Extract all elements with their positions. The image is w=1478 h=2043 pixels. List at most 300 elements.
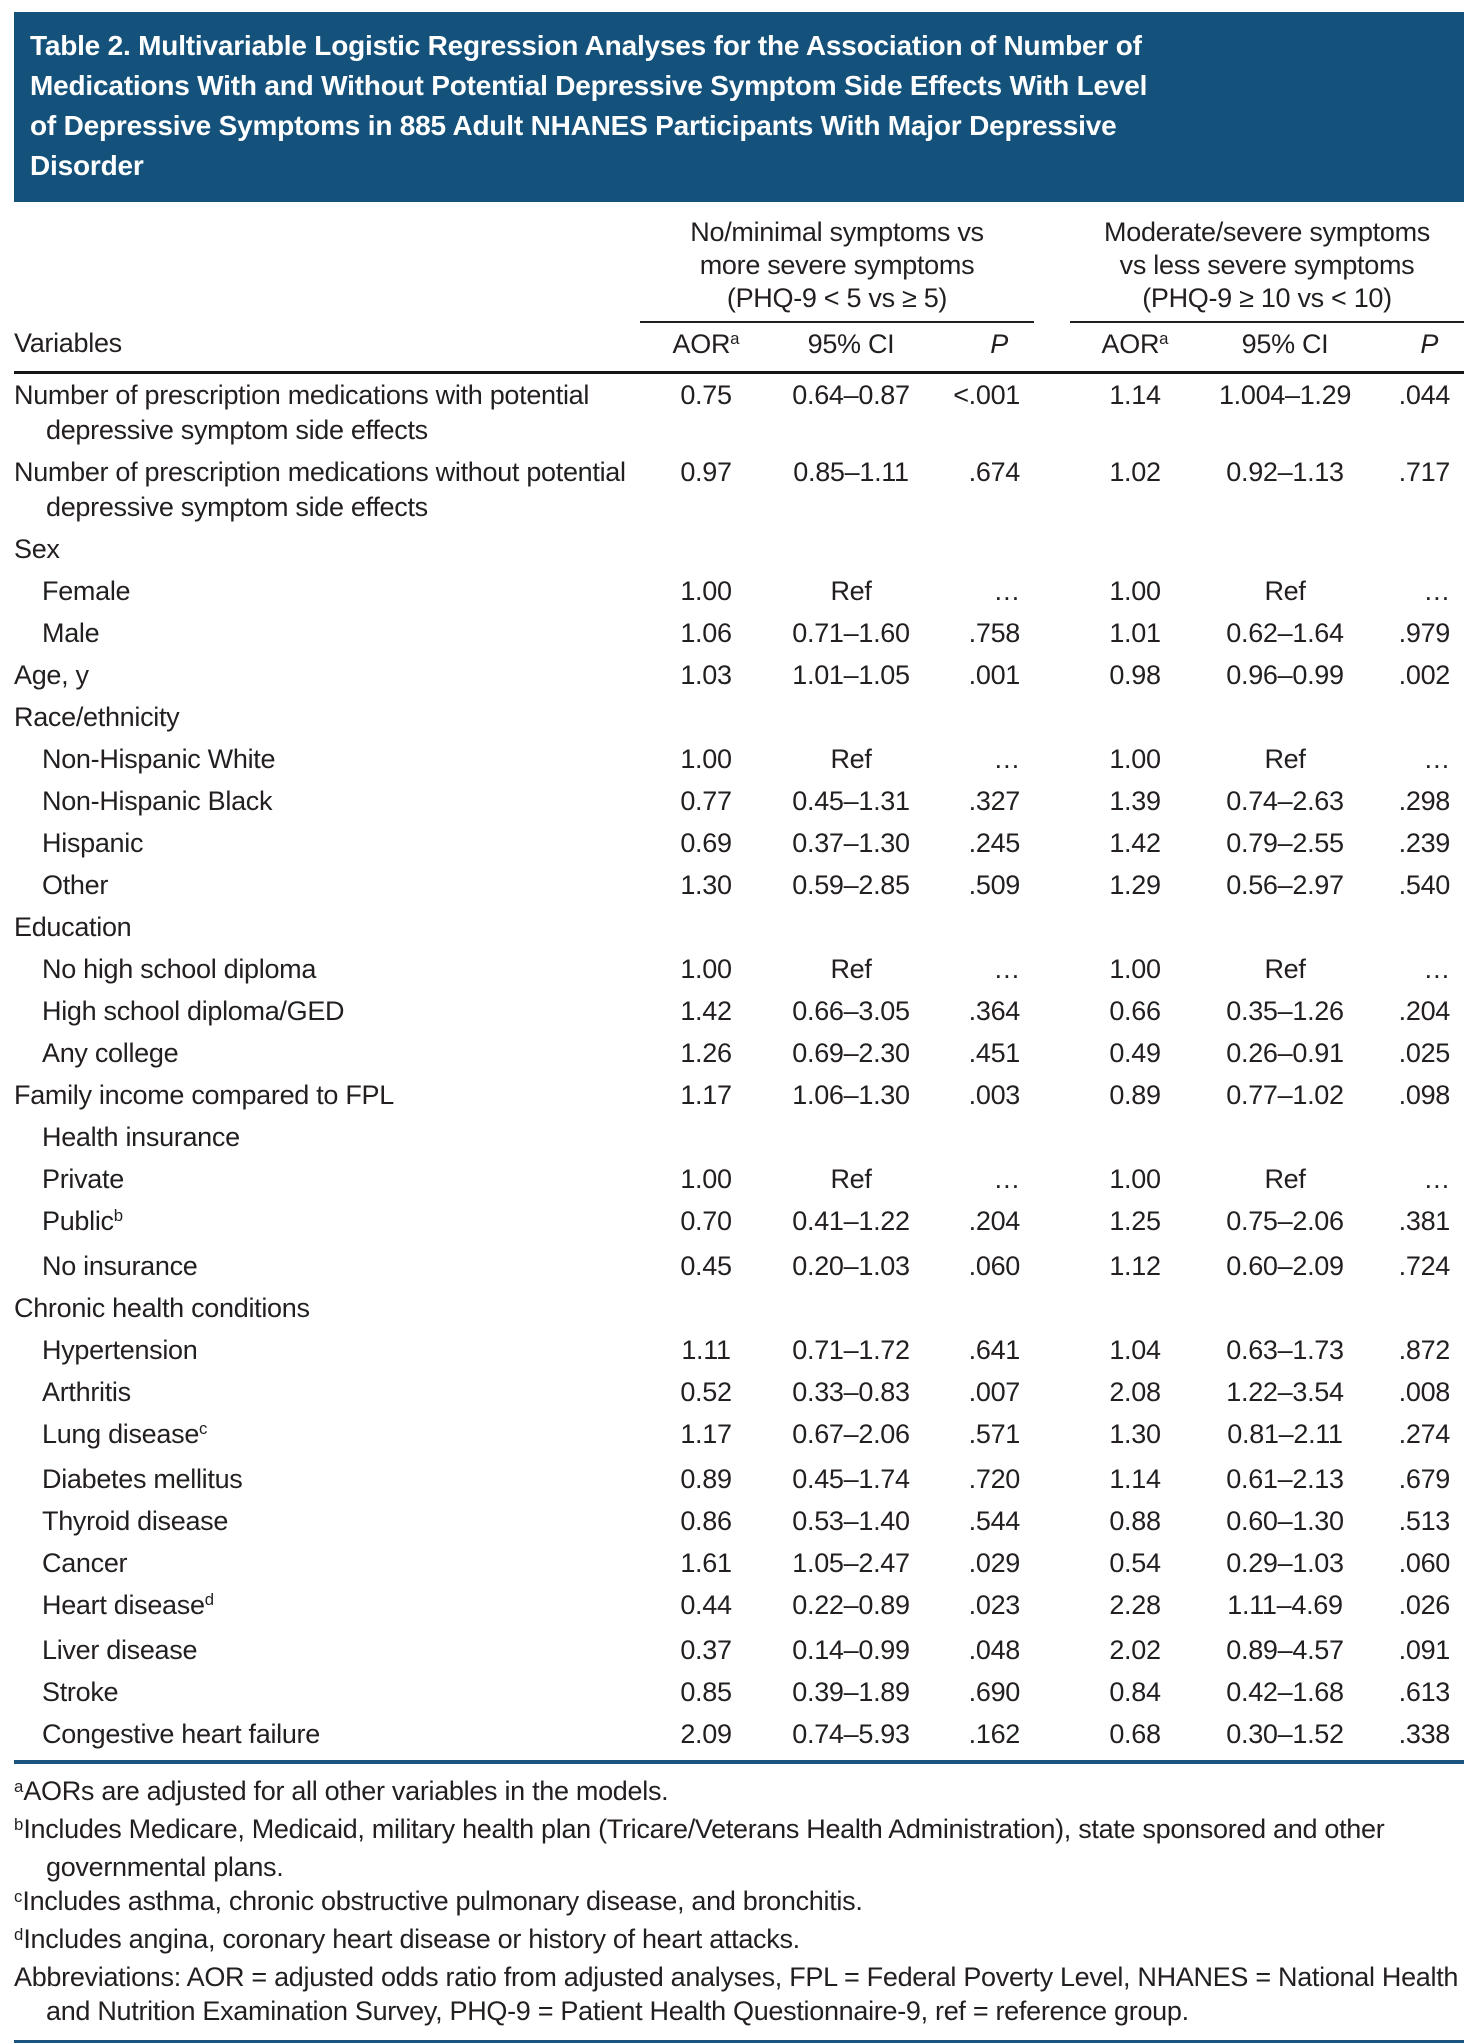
row-label: Non-Hispanic White: [42, 744, 276, 774]
p-value: .026: [1398, 1590, 1451, 1620]
group-gap: [1034, 216, 1070, 322]
aor-value: [1070, 528, 1200, 570]
table-row: [14, 1200, 1464, 1245]
column-gap: [1034, 451, 1070, 528]
row-label: Hispanic: [42, 828, 144, 858]
row-label: Public$^b$: [42, 1205, 124, 1236]
aor-value: 1.04: [1109, 1335, 1161, 1365]
p-value: .674: [968, 457, 1021, 487]
ci-value: [772, 1287, 930, 1329]
table-title-bar: [14, 12, 1464, 202]
p-value: [1370, 1116, 1464, 1158]
ci-value: 0.22–0.89: [792, 1590, 910, 1620]
ci-value: Ref: [830, 1164, 872, 1194]
table-row: [14, 990, 1464, 1032]
row-label: Other: [42, 870, 109, 900]
aor-value: [1070, 906, 1200, 948]
p-value: …: [1423, 744, 1451, 774]
column-gap: [1034, 612, 1070, 654]
p-value: <.001: [953, 380, 1021, 410]
table-row: [14, 1371, 1464, 1413]
ci-value: 0.59–2.85: [792, 870, 910, 900]
aor-value: 0.97: [680, 457, 732, 487]
aor-value: 1.00: [680, 576, 732, 606]
ci-value: 0.26–0.91: [1226, 1038, 1344, 1068]
table-row: [14, 822, 1464, 864]
p-value: [930, 906, 1034, 948]
table-row: [14, 1458, 1464, 1500]
p-value: [930, 696, 1034, 738]
row-label: Education: [14, 912, 132, 942]
ci-value: 0.66–3.05: [792, 996, 910, 1026]
p-value: .001: [968, 660, 1021, 690]
p-value: .571: [968, 1419, 1021, 1449]
aor-value: 0.70: [680, 1206, 732, 1236]
group1-header-line: more severe symptoms: [699, 250, 975, 280]
p-value: .048: [968, 1635, 1021, 1665]
column-gap: [1034, 696, 1070, 738]
ci-header-1: 95% CI: [772, 322, 930, 373]
column-gap: [1034, 1713, 1070, 1762]
p-value: .381: [1398, 1206, 1451, 1236]
ci-value: Ref: [830, 576, 872, 606]
table-title-line: Disorder: [30, 150, 144, 181]
ci-value: 0.63–1.73: [1226, 1335, 1344, 1365]
table-row: [14, 948, 1464, 990]
footnotes: [14, 1774, 1464, 2043]
column-gap: [1034, 990, 1070, 1032]
row-label: Stroke: [42, 1677, 119, 1707]
p-value: .091: [1398, 1635, 1451, 1665]
ci-value: 0.45–1.31: [792, 786, 910, 816]
aor-value: [1070, 1116, 1200, 1158]
column-gap: [1034, 1371, 1070, 1413]
ci-value: 0.85–1.11: [793, 457, 909, 487]
aor-value: 1.03: [680, 660, 732, 690]
ci-value: 1.01–1.05: [792, 660, 910, 690]
aor-value: 1.30: [1109, 1419, 1161, 1449]
column-gap: [1034, 1245, 1070, 1287]
column-gap: [1034, 906, 1070, 948]
ci-value: [1200, 1287, 1370, 1329]
aor-value: 0.45: [680, 1251, 732, 1281]
p-value: .162: [930, 1713, 1034, 1762]
table-row: [14, 570, 1464, 612]
column-gap: [1034, 1032, 1070, 1074]
ci-value: 0.56–2.97: [1226, 870, 1344, 900]
row-label: Cancer: [42, 1548, 128, 1578]
ci-value: 0.64–0.87: [792, 380, 910, 410]
ci-value: Ref: [1264, 954, 1306, 984]
ci-value: 0.60–1.30: [1226, 1506, 1344, 1536]
ci-value: [1200, 528, 1370, 570]
ci-value: 0.14–0.99: [792, 1635, 910, 1665]
p-value: .025: [1398, 1038, 1451, 1068]
column-gap: [1034, 1074, 1070, 1116]
row-label: Diabetes mellitus: [42, 1464, 243, 1494]
table-row: [14, 864, 1464, 906]
table-row: [14, 373, 1464, 452]
aor-value: [640, 528, 772, 570]
p-value: .044: [1398, 380, 1451, 410]
p-value: .509: [968, 870, 1021, 900]
aor-value: 1.42: [680, 996, 732, 1026]
p-value: .513: [1398, 1506, 1451, 1536]
p-value: .003: [968, 1080, 1021, 1110]
ci-value: 0.74–5.93: [772, 1713, 930, 1762]
column-gap: [1034, 570, 1070, 612]
ci-value: 0.75–2.06: [1226, 1206, 1344, 1236]
ci-value: 0.67–2.06: [792, 1419, 910, 1449]
column-gap: [1034, 738, 1070, 780]
table-row: [14, 696, 1464, 738]
ci-value: [772, 906, 930, 948]
p-value: .979: [1398, 618, 1451, 648]
aor-value: 1.14: [1109, 380, 1161, 410]
group-header-row: [14, 216, 1464, 322]
p-value: …: [1423, 576, 1451, 606]
aor-value: 2.28: [1109, 1590, 1161, 1620]
table-row: [14, 1713, 1464, 1762]
column-gap: [1034, 1629, 1070, 1671]
ci-value: [772, 528, 930, 570]
group1-header-line: (PHQ-9 < 5 vs ≥ 5): [726, 283, 948, 313]
table-title-line: of Depressive Symptoms in 885 Adult NHANES Participants With Major Depressive: [30, 110, 1117, 141]
p-value: .338: [1370, 1713, 1464, 1762]
p-value: .245: [968, 828, 1021, 858]
table-title-line: Medications With and Without Potential Depressive Symptom Side Effects With Level: [30, 70, 1148, 101]
aor-value: 0.52: [680, 1377, 732, 1407]
row-label: Family income compared to FPL: [14, 1080, 394, 1110]
ci-value: 0.69–2.30: [792, 1038, 910, 1068]
p-value: .641: [968, 1335, 1021, 1365]
ci-value: Ref: [1264, 576, 1306, 606]
aor-value: 0.68: [1070, 1713, 1200, 1762]
ci-value: 0.96–0.99: [1226, 660, 1344, 690]
group1-header-line: No/minimal symptoms vs: [690, 217, 984, 247]
column-gap: [1034, 1584, 1070, 1629]
table-title-line: Table 2. Multivariable Logistic Regression Analyses for the Association of Number of: [30, 30, 1142, 61]
table-row: [14, 1116, 1464, 1158]
row-label: Number of prescription medications with potential depressive symptom side effects: [14, 380, 590, 445]
p-value: [930, 528, 1034, 570]
ci-value: 1.06–1.30: [792, 1080, 910, 1110]
aor-value: 0.84: [1109, 1677, 1161, 1707]
ci-value: 0.89–4.57: [1226, 1635, 1344, 1665]
p-value: .758: [968, 618, 1021, 648]
ci-value: 0.53–1.40: [792, 1506, 910, 1536]
aor-value: 1.01: [1109, 618, 1161, 648]
aor-value: [1070, 696, 1200, 738]
p-value: .690: [968, 1677, 1021, 1707]
ci-value: [772, 1116, 930, 1158]
ci-value: 0.62–1.64: [1226, 618, 1344, 648]
table-row: [14, 1074, 1464, 1116]
p-value: .098: [1398, 1080, 1451, 1110]
ci-value: [1200, 1116, 1370, 1158]
p-value: .023: [968, 1590, 1021, 1620]
ci-value: [1200, 906, 1370, 948]
ci-value: Ref: [1264, 744, 1306, 774]
table-row: [14, 906, 1464, 948]
aor-value: 1.06: [680, 618, 732, 648]
aor-value: 1.02: [1109, 457, 1161, 487]
aor-value: 1.42: [1109, 828, 1161, 858]
table-body: [14, 373, 1464, 1763]
row-label: Race/ethnicity: [14, 702, 180, 732]
p-value: .720: [968, 1464, 1021, 1494]
row-label: High school diploma/GED: [42, 996, 345, 1026]
aor-value: 0.54: [1109, 1548, 1161, 1578]
table-row: [14, 738, 1464, 780]
aor-header-2: AOR$^a$: [1070, 322, 1200, 373]
aor-value: 1.14: [1109, 1464, 1161, 1494]
p-value: [1370, 696, 1464, 738]
aor-value: 0.89: [1109, 1080, 1161, 1110]
group-header-spacer: [14, 216, 640, 322]
p-value: .002: [1398, 660, 1451, 690]
ci-value: 0.29–1.03: [1226, 1548, 1344, 1578]
row-label: Congestive heart failure: [14, 1713, 640, 1762]
p-value: …: [1423, 954, 1451, 984]
aor-value: 1.00: [1109, 576, 1161, 606]
aor-value: 2.08: [1109, 1377, 1161, 1407]
table-row: [14, 1287, 1464, 1329]
row-label: Hypertension: [42, 1335, 198, 1365]
ci-value: [772, 696, 930, 738]
column-gap: [1034, 822, 1070, 864]
table-row: [14, 528, 1464, 570]
aor-value: 1.25: [1109, 1206, 1161, 1236]
column-gap: [1034, 1458, 1070, 1500]
column-header-row: [14, 322, 1464, 373]
p-value: .239: [1398, 828, 1451, 858]
column-gap: [1034, 1116, 1070, 1158]
p-value: [930, 1287, 1034, 1329]
ci-value: 0.41–1.22: [792, 1206, 910, 1236]
column-gap: [1034, 1200, 1070, 1245]
row-label: Thyroid disease: [42, 1506, 229, 1536]
group2-header-line: vs less severe symptoms: [1119, 250, 1415, 280]
footnote: $^b$Includes Medicare, Medicaid, military health plan (Tricare/Veterans Health Administration), state sponsored and other governmental plans.: [14, 1814, 1385, 1882]
aor-value: 1.29: [1109, 870, 1161, 900]
group-gap: [1034, 322, 1070, 373]
p-value: .364: [968, 996, 1021, 1026]
p-value: [930, 1116, 1034, 1158]
row-label: No high school diploma: [42, 954, 317, 984]
ci-value: 0.60–2.09: [1226, 1251, 1344, 1281]
p-value: …: [993, 954, 1021, 984]
p-value: …: [993, 1164, 1021, 1194]
group2-header: [1070, 216, 1464, 322]
p-value: .872: [1398, 1335, 1451, 1365]
column-gap: [1034, 1413, 1070, 1458]
ci-value: 0.71–1.72: [792, 1335, 910, 1365]
ci-value: Ref: [830, 744, 872, 774]
table-row: [14, 451, 1464, 528]
table-row: [14, 612, 1464, 654]
aor-value: 0.77: [680, 786, 732, 816]
table-row: [14, 1629, 1464, 1671]
row-label: Lung disease$^c$: [42, 1418, 208, 1449]
aor-value: 1.00: [680, 1164, 732, 1194]
aor-value: 0.75: [680, 380, 732, 410]
aor-value: 0.98: [1109, 660, 1161, 690]
ci-value: 0.74–2.63: [1226, 786, 1344, 816]
aor-value: 0.37: [680, 1635, 732, 1665]
aor-value: 1.17: [680, 1419, 732, 1449]
row-label: Age, y: [14, 660, 89, 690]
ci-value: 1.004–1.29: [1218, 380, 1352, 410]
aor-header-1: AOR$^a$: [640, 322, 772, 373]
row-label: Female: [42, 576, 131, 606]
aor-value: 0.66: [1109, 996, 1161, 1026]
group2-header-line: Moderate/severe symptoms: [1104, 217, 1430, 247]
table-row: [14, 1158, 1464, 1200]
footnote: $^c$Includes asthma, chronic obstructive pulmonary disease, and bronchitis.: [14, 1886, 863, 1916]
ci-header-2: 95% CI: [1200, 322, 1370, 373]
column-gap: [1034, 948, 1070, 990]
ci-value: 0.79–2.55: [1226, 828, 1344, 858]
footnote: $^a$AORs are adjusted for all other variables in the models.: [14, 1776, 669, 1806]
column-gap: [1034, 654, 1070, 696]
row-label: No insurance: [42, 1251, 198, 1281]
aor-value: 0.88: [1109, 1506, 1161, 1536]
p-value: .204: [1398, 996, 1451, 1026]
ci-value: 0.71–1.60: [792, 618, 910, 648]
p-value: [1370, 528, 1464, 570]
table-row: [14, 780, 1464, 822]
row-label: Any college: [42, 1038, 179, 1068]
ci-value: 0.20–1.03: [792, 1251, 910, 1281]
row-label: Arthritis: [42, 1377, 131, 1407]
table-row: [14, 1542, 1464, 1584]
aor-value: 2.09: [640, 1713, 772, 1762]
p-value: .007: [968, 1377, 1021, 1407]
ci-value: 0.35–1.26: [1226, 996, 1344, 1026]
p-value: .204: [968, 1206, 1021, 1236]
table-row: [14, 1671, 1464, 1713]
p-value: .274: [1398, 1419, 1451, 1449]
row-label: Chronic health conditions: [14, 1293, 310, 1323]
aor-value: 0.69: [680, 828, 732, 858]
aor-value: 1.39: [1109, 786, 1161, 816]
ci-value: 0.30–1.52: [1200, 1713, 1370, 1762]
aor-value: 0.44: [680, 1590, 732, 1620]
aor-value: 0.85: [680, 1677, 732, 1707]
row-label: Heart disease$^d$: [42, 1589, 215, 1620]
ci-value: Ref: [1264, 1164, 1306, 1194]
aor-value: 1.12: [1109, 1251, 1161, 1281]
p-value: .029: [968, 1548, 1021, 1578]
p-value: .298: [1398, 786, 1451, 816]
column-gap: [1034, 1287, 1070, 1329]
ci-value: 0.81–2.11: [1227, 1419, 1343, 1449]
row-label: Private: [42, 1164, 124, 1194]
column-gap: [1034, 1500, 1070, 1542]
ci-value: 0.37–1.30: [792, 828, 910, 858]
aor-value: 1.11: [681, 1335, 731, 1365]
aor-value: 1.61: [680, 1548, 732, 1578]
aor-value: [640, 906, 772, 948]
column-gap: [1034, 780, 1070, 822]
column-gap: [1034, 373, 1070, 452]
p-value: .613: [1398, 1677, 1451, 1707]
p-value: .327: [968, 786, 1021, 816]
aor-value: 1.17: [680, 1080, 732, 1110]
aor-value: 1.00: [680, 744, 732, 774]
column-gap: [1034, 864, 1070, 906]
ci-value: 0.42–1.68: [1226, 1677, 1344, 1707]
aor-value: [640, 1116, 772, 1158]
p-value: …: [993, 576, 1021, 606]
p-header-1: P: [930, 322, 1034, 373]
ci-value: 0.77–1.02: [1226, 1080, 1344, 1110]
table-row: [14, 654, 1464, 696]
ci-value: Ref: [830, 954, 872, 984]
aor-value: 1.30: [680, 870, 732, 900]
row-label: Male: [42, 618, 100, 648]
row-label: Sex: [14, 534, 60, 564]
p-value: .679: [1398, 1464, 1451, 1494]
table-row: [14, 1032, 1464, 1074]
p-value: …: [993, 744, 1021, 774]
aor-value: [1070, 1287, 1200, 1329]
column-gap: [1034, 1671, 1070, 1713]
p-value: .451: [968, 1038, 1021, 1068]
column-gap: [1034, 1329, 1070, 1371]
aor-value: 0.86: [680, 1506, 732, 1536]
row-label: Non-Hispanic Black: [42, 786, 273, 816]
p-value: .544: [968, 1506, 1021, 1536]
aor-value: [640, 696, 772, 738]
group2-header-line: (PHQ-9 ≥ 10 vs < 10): [1142, 283, 1392, 313]
table-row: [14, 1413, 1464, 1458]
row-label: Health insurance: [42, 1122, 240, 1152]
footnote: $^d$Includes angina, coronary heart disease or history of heart attacks.: [14, 1924, 800, 1954]
column-gap: [1034, 1542, 1070, 1584]
group1-header: [640, 216, 1034, 322]
regression-table: [14, 216, 1464, 1764]
p-header-2: P: [1370, 322, 1464, 373]
column-gap: [1034, 528, 1070, 570]
ci-value: 1.05–2.47: [792, 1548, 910, 1578]
aor-value: 0.89: [680, 1464, 732, 1494]
p-value: .060: [1398, 1548, 1451, 1578]
table-row: [14, 1584, 1464, 1629]
ci-value: 0.39–1.89: [792, 1677, 910, 1707]
aor-value: 1.00: [1109, 1164, 1161, 1194]
p-value: .008: [1398, 1377, 1451, 1407]
ci-value: 1.11–4.69: [1227, 1590, 1343, 1620]
aor-value: [640, 1287, 772, 1329]
aor-value: 1.00: [680, 954, 732, 984]
column-gap: [1034, 1158, 1070, 1200]
p-value: .717: [1398, 457, 1451, 487]
p-value: .540: [1398, 870, 1451, 900]
ci-value: 0.45–1.74: [792, 1464, 910, 1494]
p-value: .724: [1398, 1251, 1451, 1281]
ci-value: 0.33–0.83: [792, 1377, 910, 1407]
p-value: [1370, 1287, 1464, 1329]
ci-value: 1.22–3.54: [1226, 1377, 1344, 1407]
aor-value: 2.02: [1109, 1635, 1161, 1665]
aor-value: 0.49: [1109, 1038, 1161, 1068]
table-row: [14, 1245, 1464, 1287]
ci-value: [1200, 696, 1370, 738]
ci-value: 0.61–2.13: [1226, 1464, 1344, 1494]
p-value: [1370, 906, 1464, 948]
